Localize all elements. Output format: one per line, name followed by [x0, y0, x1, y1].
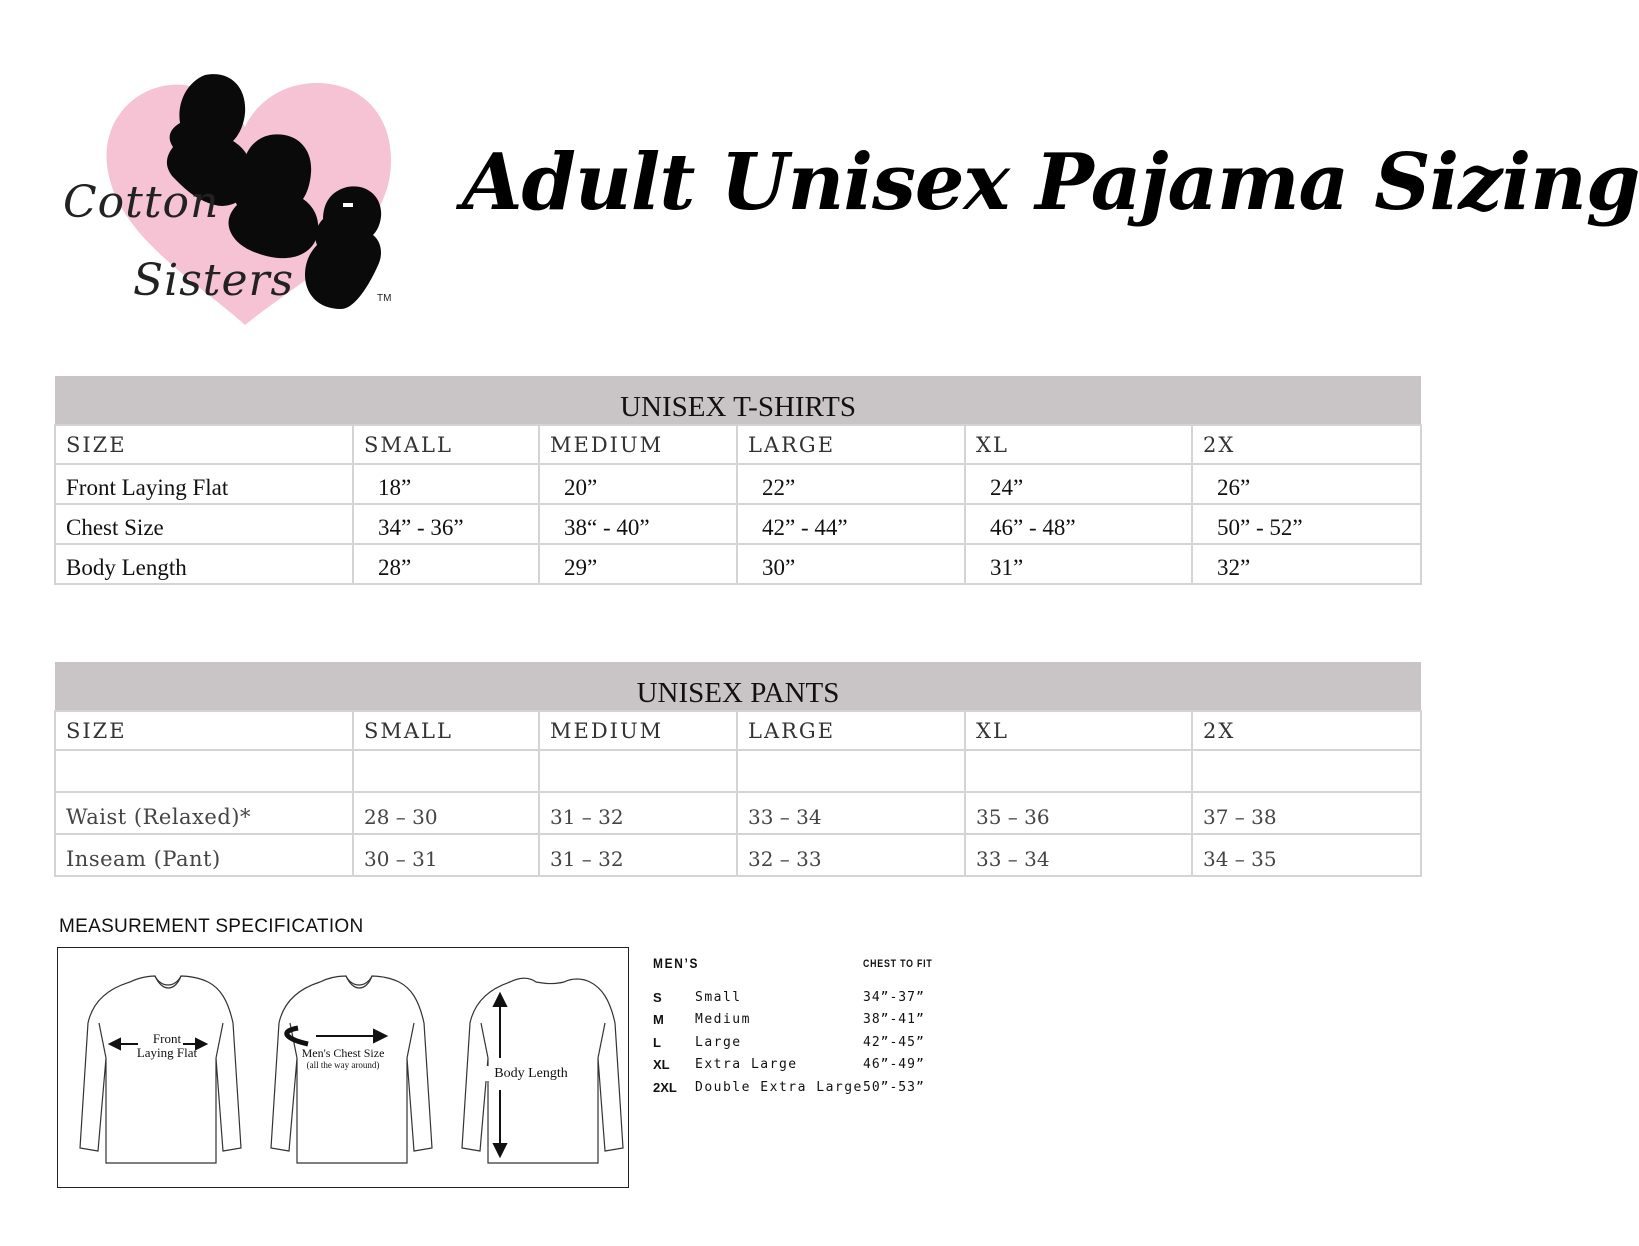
mens-heading: MEN’S — [653, 955, 700, 971]
column-header: 2X — [1192, 425, 1421, 464]
size-code: XL — [653, 1057, 670, 1072]
table-cell: 37 – 38 — [1192, 792, 1421, 834]
table-row — [55, 834, 1421, 876]
list-item — [653, 1035, 953, 1057]
table-cell: 31 – 32 — [539, 834, 737, 876]
chest-size-label: Men's Chest Size — [301, 1046, 385, 1060]
table-cell: 26” — [1192, 464, 1421, 504]
column-header: LARGE — [737, 425, 965, 464]
list-item — [653, 1012, 953, 1034]
row-label: Front Laying Flat — [55, 464, 353, 504]
table-cell: 32 – 33 — [737, 834, 965, 876]
table-cell: 22” — [737, 464, 965, 504]
table-cell: 32” — [1192, 544, 1421, 584]
table-cell: 42” - 44” — [737, 504, 965, 544]
size-code: L — [653, 1035, 661, 1050]
size-code: 2XL — [653, 1080, 677, 1095]
list-item — [653, 1080, 953, 1102]
table-cell: 38“ - 40” — [539, 504, 737, 544]
table-cell: 30 – 31 — [353, 834, 539, 876]
column-header: XL — [965, 711, 1192, 750]
pants-table-caption: UNISEX PANTS — [55, 662, 1421, 711]
column-header: SMALL — [353, 711, 539, 750]
table-cell — [539, 750, 737, 792]
tshirt-header-row — [55, 425, 1421, 464]
tshirt-size-table — [54, 376, 1422, 585]
table-cell: 50” - 52” — [1192, 504, 1421, 544]
table-cell: 33 – 34 — [965, 834, 1192, 876]
chest-to-fit-heading: CHEST TO FIT — [863, 958, 933, 970]
size-name: Extra Large — [695, 1057, 798, 1072]
size-code: S — [653, 990, 662, 1005]
front-label-line2: Laying Flat — [136, 1045, 198, 1061]
measurement-diagram — [57, 947, 629, 1188]
table-cell: 35 – 36 — [965, 792, 1192, 834]
chest-size-sublabel: (all the way around) — [306, 1060, 380, 1070]
shirt-front-icon — [80, 976, 241, 1163]
size-chest: 42”-45” — [863, 1035, 925, 1050]
logo-text-cotton: Cotton — [63, 177, 220, 228]
table-cell: 24” — [965, 464, 1192, 504]
size-chest: 34”-37” — [863, 990, 925, 1005]
pants-size-table — [54, 662, 1422, 877]
logo-text-sisters: Sisters — [133, 255, 295, 306]
trademark-mark: TM — [377, 293, 392, 304]
column-header: 2X — [1192, 711, 1421, 750]
table-cell — [353, 750, 539, 792]
size-name: Small — [695, 990, 742, 1005]
column-header: SIZE — [55, 711, 353, 750]
table-cell: 28 – 30 — [353, 792, 539, 834]
row-label: Inseam (Pant) — [55, 834, 353, 876]
front-laying-flat-label — [112, 1032, 222, 1061]
list-item — [653, 1057, 953, 1079]
size-code: M — [653, 1012, 664, 1027]
table-cell: 34 – 35 — [1192, 834, 1421, 876]
table-cell: 30” — [737, 544, 965, 584]
table-cell: 18” — [353, 464, 539, 504]
front-label-line1: Front — [152, 1031, 182, 1046]
table-cell: 28” — [353, 544, 539, 584]
pants-header-row — [55, 711, 1421, 750]
size-name: Double Extra Large — [695, 1080, 863, 1095]
size-chest: 46”-49” — [863, 1057, 925, 1072]
row-label — [55, 750, 353, 792]
table-cell: 20” — [539, 464, 737, 504]
size-chest: 50”-53” — [863, 1080, 925, 1095]
table-row — [55, 504, 1421, 544]
table-row-empty — [55, 750, 1421, 792]
column-header: XL — [965, 425, 1192, 464]
row-label: Chest Size — [55, 504, 353, 544]
table-cell: 31 – 32 — [539, 792, 737, 834]
table-cell: 29” — [539, 544, 737, 584]
table-cell: 34” - 36” — [353, 504, 539, 544]
table-cell — [737, 750, 965, 792]
list-item — [653, 990, 953, 1012]
table-cell — [1192, 750, 1421, 792]
measurement-spec-title: MEASUREMENT SPECIFICATION — [59, 916, 364, 937]
column-header: SMALL — [353, 425, 539, 464]
row-label: Waist (Relaxed)* — [55, 792, 353, 834]
column-header: MEDIUM — [539, 711, 737, 750]
column-header: SIZE — [55, 425, 353, 464]
size-name: Large — [695, 1035, 742, 1050]
table-cell: 31” — [965, 544, 1192, 584]
table-row — [55, 792, 1421, 834]
body-length-label: Body Length — [483, 1066, 579, 1081]
table-row — [55, 544, 1421, 584]
column-header: MEDIUM — [539, 425, 737, 464]
tshirt-table-caption: UNISEX T-SHIRTS — [55, 376, 1421, 425]
brand-logo — [55, 65, 400, 330]
table-cell: 46” - 48” — [965, 504, 1192, 544]
column-header: LARGE — [737, 711, 965, 750]
table-row — [55, 464, 1421, 504]
row-label: Body Length — [55, 544, 353, 584]
table-cell: 33 – 34 — [737, 792, 965, 834]
size-name: Medium — [695, 1012, 751, 1027]
page-title: Adult Unisex Pajama Sizing — [462, 137, 1639, 228]
size-chest: 38”-41” — [863, 1012, 925, 1027]
table-cell — [965, 750, 1192, 792]
